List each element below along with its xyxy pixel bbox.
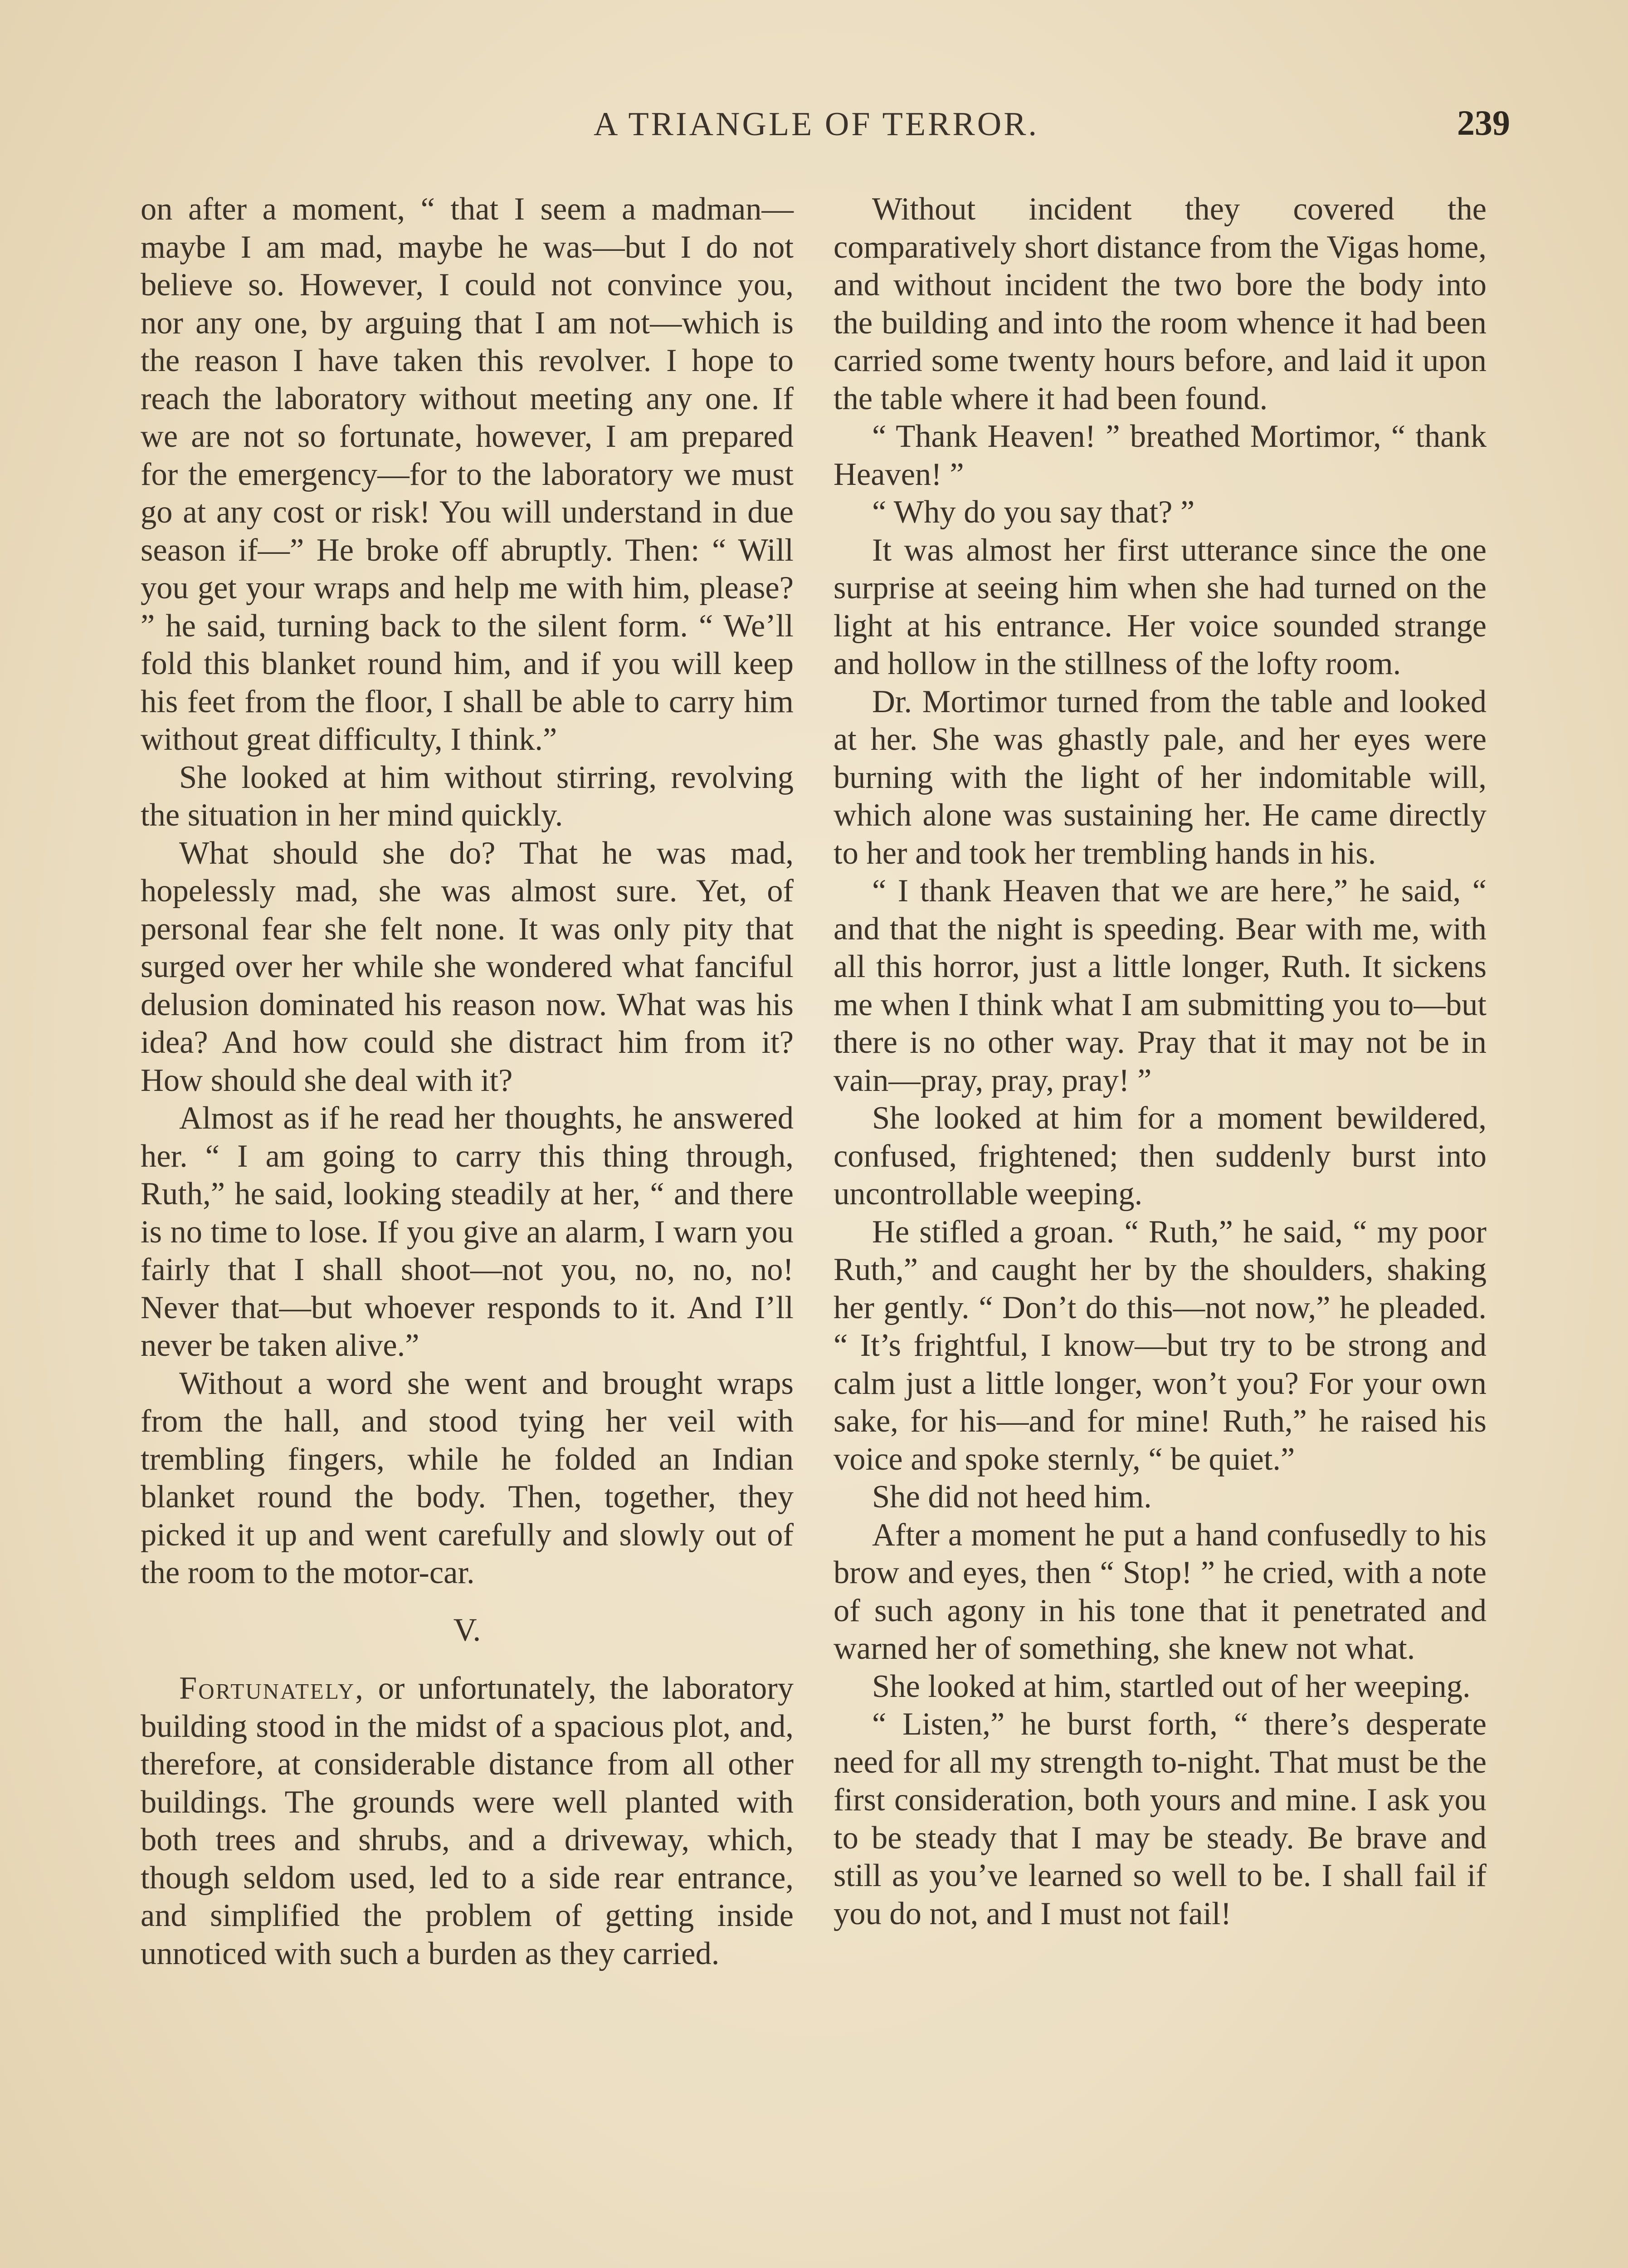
paragraph: Without incident they covered the comparatively short distance from the Vigas home, and without incident the two bore the body into the building and into the room whence it had been carried some twenty hours before, and laid it upon the table where it had been found. — [833, 191, 1487, 416]
paragraph: Almost as if he read her thoughts, he answered her. “ I am going to carry this thing through, Ruth,” he said, looking steadily at her, “ and there is no time to lose. If you give an alarm, I warn you fairly that I shall shoot—not you, no, no, no! Never that—but whoever responds to it. And I’ll never be taken alive.” — [141, 1100, 794, 1363]
paragraph: “ Why do you say that? ” — [872, 494, 1195, 530]
paragraph: “ Listen,” he burst forth, “ there’s desperate need for all my strength to-night. That must be the first consideration, both yours and mine. I ask you to be steady that I may be steady. Be brave and still as you’ve learned so well to be. I shall fail if you do not, and I must not fail! — [833, 1706, 1487, 1931]
paragraph: She looked at him for a moment bewildered, confused, frightened; then suddenly burst into uncontrollable weeping. — [833, 1100, 1487, 1212]
paragraph: “ Thank Heaven! ” breathed Mortimor, “ thank Heaven! ” — [833, 419, 1487, 492]
paragraph: She looked at him, startled out of her weeping. — [872, 1668, 1471, 1704]
running-title: A TRIANGLE OF TERROR. — [593, 106, 1039, 143]
page-number: 239 — [1457, 103, 1510, 142]
right-column — [833, 191, 1487, 1933]
paragraph: “ I thank Heaven that we are here,” he said, “ and that the night is speeding. Bear with me, with all this horror, just a little longer, Ruth. It sickens me when I think what I am submitting you to—but there is no other way. Pray that it may not be in vain—pray, pray, pray! ” — [833, 873, 1487, 1098]
paragraph: He stifled a groan. “ Ruth,” he said, “ my poor Ruth,” and caught her by the shoulders, shaking her gently. “ Don’t do this—not now,” he pleaded. “ It’s frightful, I know—but try to be strong and calm just a little longer, won’t you? For your own sake, for his—and for mine! Ruth,” he raised his voice and spoke sternly, “ be quiet.” — [833, 1214, 1487, 1477]
paragraph: Dr. Mortimor turned from the table and looked at her. She was ghastly pale, and her eyes were burning with the light of her indomitable will, which alone was sustaining her. He came directly to her and took her trembling hands in his. — [833, 684, 1487, 871]
section-heading: V. — [453, 1611, 481, 1648]
paragraph: She looked at him without stirring, revolving the situation in her mind quickly. — [141, 759, 794, 833]
paragraph: After a moment he put a hand confusedly to his brow and eyes, then “ Stop! ” he cried, with a note of such agony in his tone that it penetrated and warned her of something, she knew not what. — [833, 1517, 1487, 1666]
paragraph: Without a word she went and brought wraps from the hall, and stood tying her veil with trembling fingers, while he folded an Indian blanket round the body. Then, together, they picked it up and went carefully and slowly out of the room to the motor-car. — [141, 1365, 794, 1590]
paragraph — [141, 1670, 794, 1973]
left-column — [141, 191, 794, 1973]
paragraph: What should she do? That he was mad, hopelessly mad, she was almost sure. Yet, of personal fear she felt none. It was only pity that surged over her while she wondered what fanciful delusion dominated his reason now. What was his idea? And how could she distract him from it? How should she deal with it? — [141, 835, 794, 1098]
paragraph: She did not heed him. — [872, 1479, 1152, 1515]
paragraph-lead-word: Fortunately, — [179, 1671, 365, 1706]
paragraph: on after a moment, “ that I seem a madman—maybe I am mad, maybe he was—but I do not believe so. However, I could not convince you, nor any one, by arguing that I am not—which is the reason I have taken this revolver. I hope to reach the laboratory without meeting any one. If we are not so fortunate, however, I am prepared for the emergency—for to the laboratory we must go at any cost or risk! You will understand in due season if—” He broke off abruptly. Then: “ Will you get your wraps and help me with him, please? ” he said, turning back to the silent form. “ We’ll fold this blanket round him, and if you will keep his feet from the floor, I shall be able to carry him without great difficulty, I think.” — [141, 191, 794, 757]
paragraph: It was almost her first utterance since the one surprise at seeing him when she had turned on the light at his entrance. Her voice sounded strange and hollow in the stillness of the lofty room. — [833, 532, 1487, 681]
paragraph-text: or unfortunately, the laboratory building stood in the midst of a spacious plot, and, therefore, at considerable distance from all other buildings. The grounds were well planted with both trees and shrubs, and a driveway, which, though seldom used, led to a side rear entrance, and simplified the problem of getting inside unnoticed with such a burden as they carried. — [141, 1671, 794, 1971]
